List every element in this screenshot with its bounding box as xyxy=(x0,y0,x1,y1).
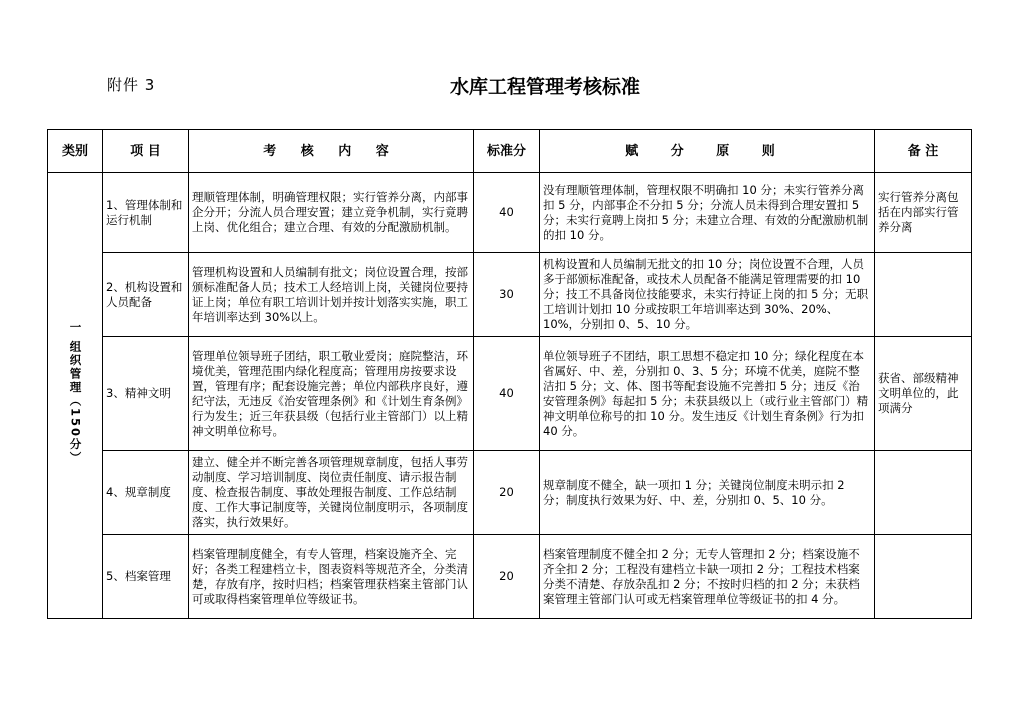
remark-cell: 获省、部级精神文明单位的，此项满分 xyxy=(875,337,972,451)
item-cell: 4、规章制度 xyxy=(103,451,189,535)
table-row xyxy=(48,173,972,253)
remark-cell: 实行管养分离包括在内部实行管养分离 xyxy=(875,173,972,253)
principle-cell: 档案管理制度不健全扣 2 分；无专人管理扣 2 分；档案设施不齐全扣 2 分；工程没有建档立卡缺一项扣 2 分；工程技术档案分类不清楚、存放杂乱扣 2 分；不按时归档的扣 2 分；未获档案管理主管部门认可或无档案管理单位等级证书的扣 4 分。 xyxy=(540,535,875,619)
table-row xyxy=(48,451,972,535)
table-row xyxy=(48,253,972,337)
item-cell: 5、档案管理 xyxy=(103,535,189,619)
table-row xyxy=(48,337,972,451)
principle-cell: 机构设置和人员编制无批文的扣 10 分；岗位设置不合理，人员多于部颁标准配备，或技术人员配备不能满足管理需要的扣 10 分；技工不具备岗位技能要求，未实行持证上岗的扣 5 分；无职工培训计划扣 10 分或按职工年培训率达到 30%、20%、10%，分别扣 0、5、10 分。 xyxy=(540,253,875,337)
principle-cell: 规章制度不健全，缺一项扣 1 分；关键岗位制度未明示扣 2 分；制度执行效果为好、中、差，分别扣 0、5、10 分。 xyxy=(540,451,875,535)
col-header-content: 考 核 内 容 xyxy=(189,130,474,173)
score-cell: 30 xyxy=(474,253,540,337)
category-label: 一 组织管理（150分） xyxy=(68,321,83,466)
assessment-table xyxy=(47,129,972,619)
col-header-score: 标准分 xyxy=(474,130,540,173)
col-header-remark: 备 注 xyxy=(875,130,972,173)
content-cell: 理顺管理体制，明确管理权限；实行管养分离，内部事企分开；分流人员合理安置；建立竞争机制，实行竟聘上岗、优化组合；建立合理、有效的分配激励机制。 xyxy=(189,173,474,253)
item-cell: 2、机构设置和人员配备 xyxy=(103,253,189,337)
score-cell: 20 xyxy=(474,535,540,619)
content-cell: 管理单位领导班子团结，职工敬业爱岗；庭院整洁，环境优美，管理范围内绿化程度高；管理用房按要求设置，管理有序；配套设施完善；单位内部秩序良好，遵纪守法，无违反《治安管理条例》和《计划生育条例》行为发生；近三年获县级（包括行业主管部门）以上精神文明单位称号。 xyxy=(189,337,474,451)
score-cell: 20 xyxy=(474,451,540,535)
document-title: 水库工程管理考核标准 xyxy=(449,76,640,98)
score-cell: 40 xyxy=(474,337,540,451)
remark-cell xyxy=(875,535,972,619)
content-cell: 档案管理制度健全，有专人管理，档案设施齐全、完好；各类工程建档立卡，图表资料等规范齐全，分类清楚，存放有序，按时归档；档案管理获档案主管部门认可或取得档案管理单位等级证书。 xyxy=(189,535,474,619)
principle-cell: 单位领导班子不团结，职工思想不稳定扣 10 分；绿化程度在本省属好、中、差，分别扣 0、3、5 分；环境不优美，庭院不整洁扣 5 分；文、体、图书等配套设施不完善扣 5 分；违反《治安管理条例》每起扣 5 分；未获县级以上（或行业主管部门）精神文明单位称号的扣 10 分。发生违反《计划生育条例》行为扣 40 分。 xyxy=(540,337,875,451)
col-header-category: 类别 xyxy=(48,130,103,173)
attachment-label: 附件 3 xyxy=(107,76,156,94)
item-cell: 3、精神文明 xyxy=(103,337,189,451)
col-header-item: 项 目 xyxy=(103,130,189,173)
score-cell: 40 xyxy=(474,173,540,253)
category-cell xyxy=(48,173,103,619)
content-cell: 管理机构设置和人员编制有批文；岗位设置合理，按部颁标准配备人员；技术工人经培训上岗，关键岗位要持证上岗；单位有职工培训计划并按计划落实实施，职工年培训率达到 30%以上。 xyxy=(189,253,474,337)
col-header-principle: 赋 分 原 则 xyxy=(540,130,875,173)
principle-cell: 没有理顺管理体制，管理权限不明确扣 10 分；未实行管养分离扣 5 分，内部事企不分扣 5 分；分流人员未得到合理安置扣 5 分；未实行竟聘上岗扣 5 分；未建立合理、有效的分配激励机制的扣 10 分。 xyxy=(540,173,875,253)
remark-cell xyxy=(875,253,972,337)
header-row xyxy=(48,130,972,173)
remark-cell xyxy=(875,451,972,535)
item-cell: 1、管理体制和运行机制 xyxy=(103,173,189,253)
table-row xyxy=(48,535,972,619)
content-cell: 建立、健全并不断完善各项管理规章制度，包括人事劳动制度、学习培训制度、岗位责任制度、请示报告制度、检查报告制度、事故处理报告制度、工作总结制度、工作大事记制度等，关键岗位制度明示，各项制度落实，执行效果好。 xyxy=(189,451,474,535)
